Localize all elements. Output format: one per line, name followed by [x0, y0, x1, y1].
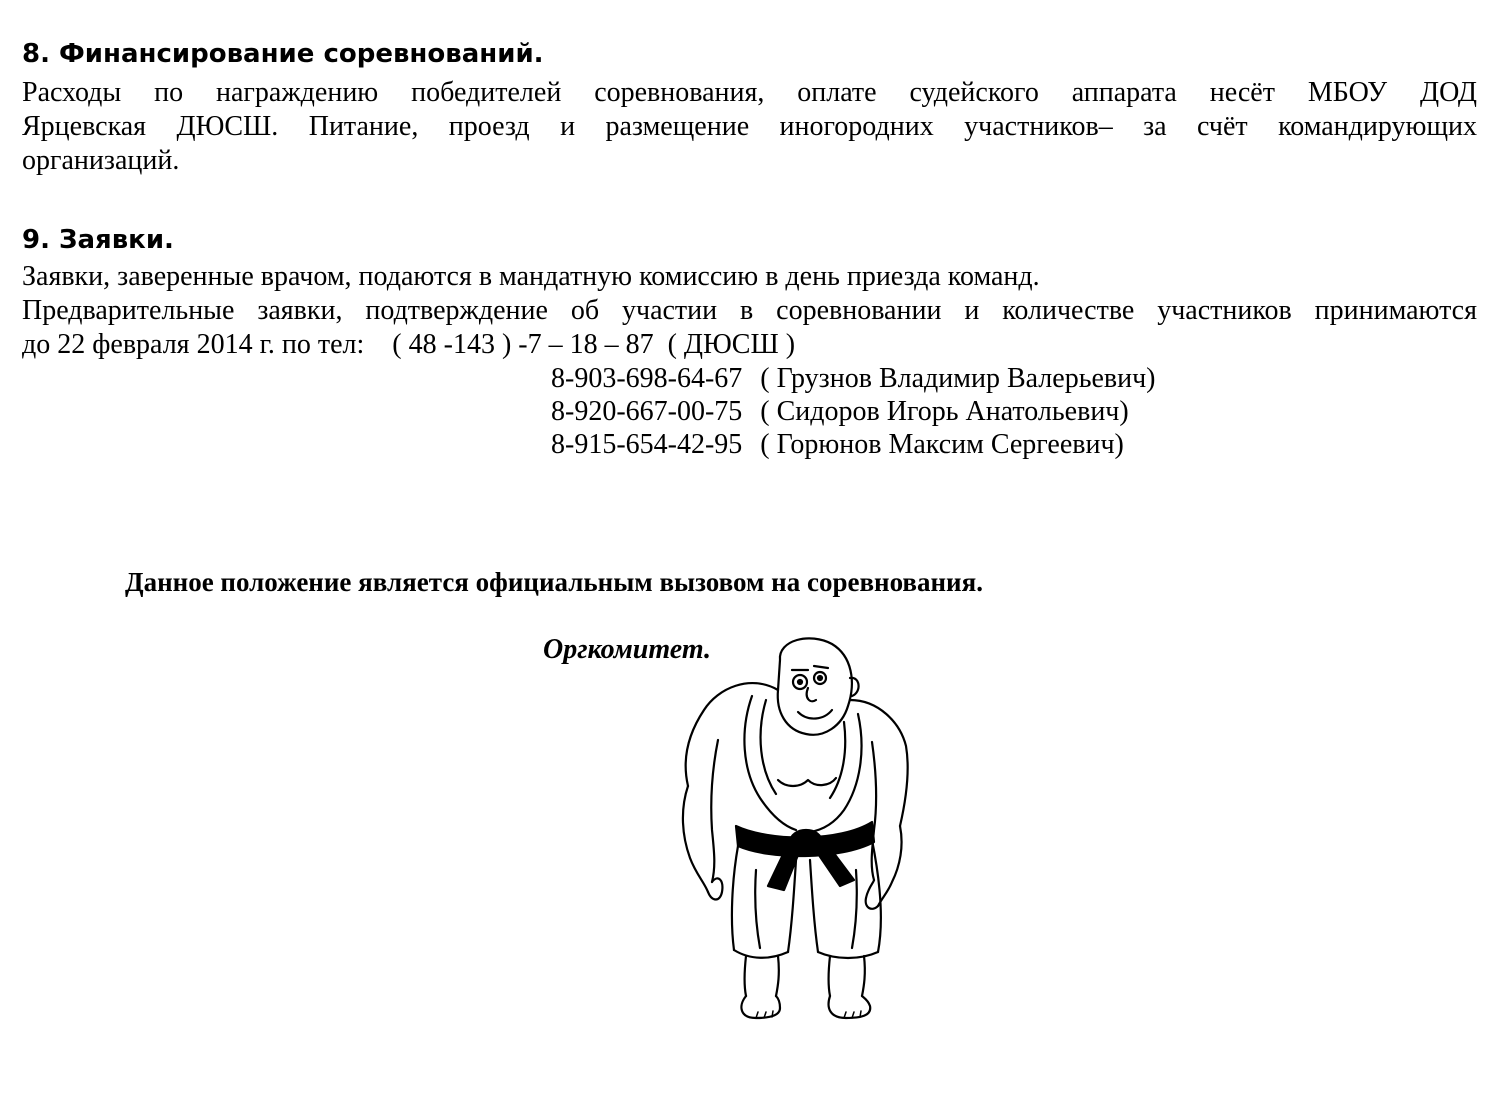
phone-row: [551, 362, 1156, 395]
left-pupil: [798, 680, 802, 684]
official-call-statement: Данное положение является официальным вызовом на соревнования.: [125, 567, 983, 597]
chest-lines: [778, 778, 836, 786]
pants-right-outer: [872, 840, 881, 952]
phone-number: 8-920-667-00-75: [551, 396, 743, 427]
right-foot: [829, 996, 871, 1018]
phone-row: [551, 395, 1156, 428]
phone-row: [551, 428, 1156, 461]
right-lapel-inner: [830, 722, 845, 798]
left-lapel: [744, 696, 796, 830]
pants-right-inner: [810, 860, 818, 952]
right-lapel: [810, 714, 862, 832]
left-leg: [745, 956, 779, 996]
pants-right-hem: [818, 952, 878, 958]
belt-knot: [790, 830, 822, 854]
phone-number: 8-903-698-64-67: [551, 363, 743, 394]
head-outline: [778, 638, 852, 734]
right-hand: [866, 880, 878, 909]
section-9-heading: 9. Заявки.: [22, 225, 174, 255]
section-9-line-2: Предварительные заявки, подтверждение об участии в соревновании и количестве участников принимаются: [22, 295, 1477, 326]
pants-left-hem: [734, 950, 788, 958]
contact-person: ( Горюнов Максим Сергеевич): [760, 429, 1124, 460]
section-9-line-3: до 22 февраля 2014 г. по тел: ( 48 -143 ) -7 – 18 – 87 ( ДЮСШ ): [22, 329, 796, 360]
bowing-judoka-illustration: [660, 630, 920, 1030]
section-8-line-3: организаций.: [22, 145, 180, 176]
right-arm-outer: [878, 826, 902, 906]
section-8-line-1: Расходы по награждению победителей соревнования, оплате судейского аппарата несёт МБОУ ДОД: [22, 77, 1477, 108]
eyebrows: [792, 666, 828, 670]
left-arm-outer: [683, 786, 708, 892]
section-9-text: [22, 260, 1477, 362]
left-lapel-inner: [761, 700, 776, 794]
pants-left-outer: [732, 846, 738, 950]
left-hand: [708, 878, 722, 899]
contact-person: ( Сидоров Игорь Анатольевич): [760, 396, 1129, 427]
section-8-heading: 8. Финансирование соревнований.: [22, 39, 544, 69]
contact-person: ( Грузнов Владимир Валерьевич): [760, 363, 1156, 394]
phone-number: 8-915-654-42-95: [551, 429, 743, 460]
left-foot: [741, 996, 780, 1018]
smile-mouth: [798, 710, 832, 719]
right-leg: [829, 956, 865, 996]
organizing-committee-signature: Оргкомитет.: [543, 634, 711, 665]
right-pupil: [818, 676, 822, 680]
left-arm-inner: [711, 740, 718, 882]
nose: [807, 688, 816, 701]
section-8-text: [22, 76, 1477, 178]
section-9-line-1: Заявки, заверенные врачом, подаются в мандатную комиссию в день приезда команд.: [22, 261, 1040, 292]
phone-list: [551, 362, 1156, 461]
section-8-line-2: Ярцевская ДЮСШ. Питание, проезд и размещение иногородних участников– за счёт командирующих: [22, 111, 1477, 142]
